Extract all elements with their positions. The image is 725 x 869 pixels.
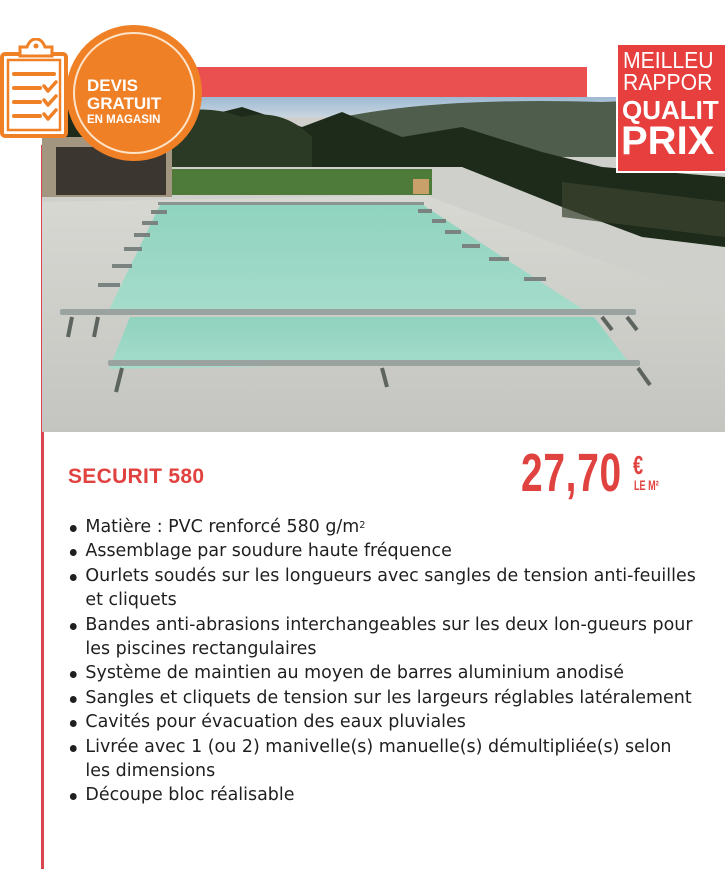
price-amount: 27,70	[521, 443, 622, 503]
free-quote-line2: GRATUIT	[87, 94, 162, 113]
best-value-line4: PRIX	[621, 119, 715, 163]
free-quote-line1: DEVIS	[87, 76, 139, 95]
header-color-bar	[175, 67, 587, 97]
free-quote-line3: EN MAGASIN	[87, 114, 161, 126]
feature-item: Ourlets soudés sur les longueurs avec sangles de tension anti-feuilles et cliquets	[66, 564, 697, 613]
price-tag	[521, 443, 661, 503]
price-unit: LE M²	[634, 477, 659, 493]
best-value-line3: QUALIT	[622, 95, 719, 125]
feature-item: Système de maintien au moyen de barres aluminium anodisé	[66, 661, 697, 685]
feature-item: Matière : PVC renforcé 580 $g/m^2$	[66, 515, 697, 539]
feature-item: Livrée avec 1 (ou 2) manivelle(s) manuelle(s) démultipliée(s) selon les dimensions	[66, 735, 697, 784]
feature-item: Assemblage par soudure haute fréquence	[66, 539, 697, 563]
feature-item: Découpe bloc réalisable	[66, 783, 697, 807]
feature-item: Sangles et cliquets de tension sur les largeurs réglables latéralement	[66, 686, 697, 710]
price-currency: €	[633, 450, 644, 480]
feature-item: Bandes anti-abrasions interchangeables sur les deux lon-gueurs pour les piscines rectangulaires	[66, 613, 697, 662]
clipboard-checklist-icon	[0, 38, 74, 138]
free-quote-text	[87, 77, 161, 127]
best-value-badge	[616, 43, 725, 173]
best-value-line2: RAPPOR	[623, 69, 713, 95]
product-title: SECURIT 580	[68, 465, 205, 488]
best-value-line1: MEILLEU	[623, 47, 714, 73]
feature-list	[66, 515, 716, 808]
feature-item: Cavités pour évacuation des eaux pluviales	[66, 710, 697, 734]
